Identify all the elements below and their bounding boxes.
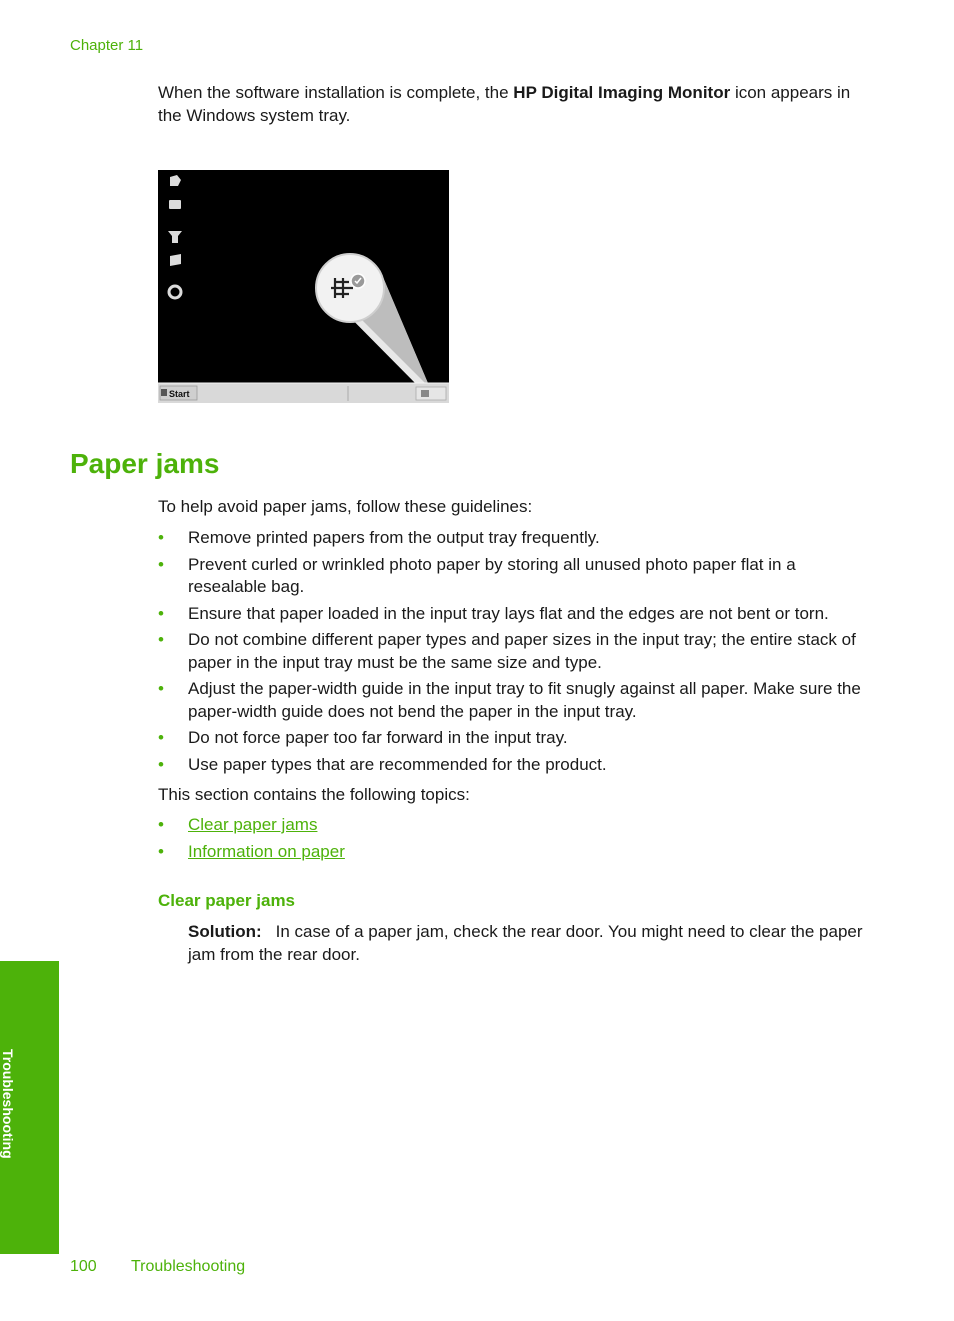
solution-paragraph — [188, 921, 878, 966]
topic-link-information-on-paper[interactable]: Information on paper — [188, 841, 345, 861]
solution-label: Solution: — [188, 922, 262, 941]
topic-link-clear-paper-jams[interactable]: Clear paper jams — [188, 815, 318, 834]
bullet-icon: • — [158, 841, 164, 861]
desktop-icon-4 — [170, 254, 181, 266]
intro-text-before: When the software installation is complete, the — [158, 83, 514, 102]
bullet-icon: • — [158, 754, 164, 774]
start-label: Start — [169, 389, 190, 399]
tray-icon — [421, 390, 429, 397]
intro-paragraph — [158, 82, 878, 127]
bullet-icon: • — [158, 679, 164, 698]
list-item: • Do not force paper too far forward in the input tray. — [158, 727, 878, 750]
guidelines-list — [158, 527, 878, 780]
bullet-icon: • — [158, 528, 164, 547]
intro-text-after: icon appears in the Windows system tray. — [158, 83, 851, 125]
footer-title: Troubleshooting — [131, 1258, 246, 1275]
bullet-icon: • — [158, 630, 164, 649]
list-item: • Remove printed papers from the output tray frequently. — [158, 527, 878, 550]
system-tray-screenshot — [158, 170, 449, 403]
bullet-icon: • — [158, 554, 164, 574]
list-item: • Prevent curled or wrinkled photo paper by storing all unused photo paper flat in a resealable bag. — [158, 554, 796, 596]
list-item: • Adjust the paper-width guide in the input tray to fit snugly against all paper. Make sure the paper-width guide does not bend the paper in the input tray. — [158, 679, 861, 721]
section-lead: To help avoid paper jams, follow these guidelines: — [158, 497, 533, 516]
topics-lead: This section contains the following topics: — [158, 785, 470, 804]
solution-text: In case of a paper jam, check the rear door. You might need to clear the paper jam from the rear door. — [188, 922, 863, 964]
taskbar — [158, 383, 449, 403]
system-tray — [416, 387, 446, 400]
topic-item — [158, 814, 878, 837]
side-tab-label: Troubleshooting — [0, 1048, 16, 1159]
bullet-icon: • — [158, 603, 164, 623]
page-number: 100 — [70, 1258, 97, 1275]
bullet-icon: • — [158, 815, 164, 834]
topic-item — [158, 841, 878, 864]
desktop-icon-2 — [169, 200, 181, 209]
bullet-icon: • — [158, 728, 164, 747]
chapter-header: Chapter 11 — [70, 37, 144, 54]
intro-text-bold: HP Digital Imaging Monitor — [513, 83, 731, 102]
topics-list — [158, 814, 878, 867]
section-title: Paper jams — [70, 448, 220, 479]
subsection-title: Clear paper jams — [158, 891, 296, 910]
side-tab — [0, 961, 59, 1254]
list-item: • Do not combine different paper types and paper sizes in the input tray; the entire stack of paper in the input tray must be the same size and type. — [158, 630, 856, 672]
list-item: • Ensure that paper loaded in the input tray lays flat and the edges are not bent or torn. — [158, 603, 878, 626]
list-item: • Use paper types that are recommended for the product. — [158, 754, 878, 777]
